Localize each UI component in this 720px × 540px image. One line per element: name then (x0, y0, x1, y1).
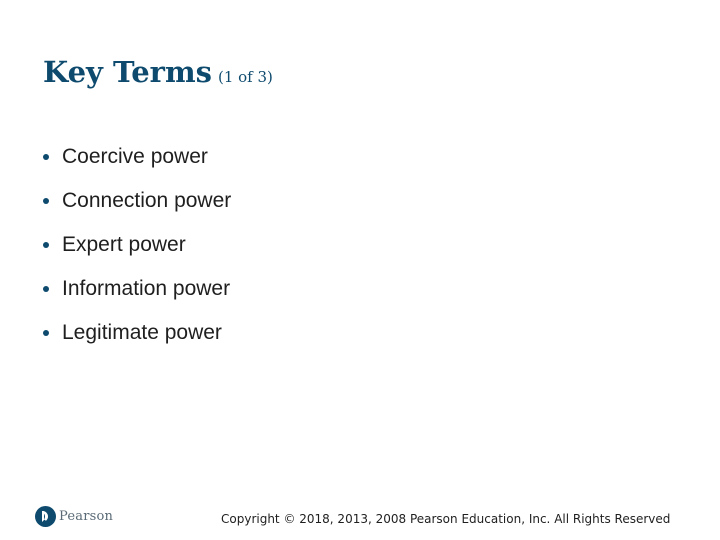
bullet-text: Legitimate power (62, 321, 222, 344)
bullet-item (43, 135, 231, 179)
bullet-item (43, 223, 231, 267)
bullet-dot-icon (43, 154, 49, 160)
slide-title (43, 55, 273, 90)
bullet-dot-icon (43, 198, 49, 204)
pearson-logo-icon (35, 506, 56, 527)
bullet-text: Coercive power (62, 145, 208, 168)
bullet-dot-icon (43, 330, 49, 336)
bullet-item (43, 179, 231, 223)
bullet-text: Expert power (62, 233, 186, 256)
bullet-list (43, 135, 231, 355)
bullet-item (43, 267, 231, 311)
bullet-item (43, 311, 231, 355)
copyright-notice: Copyright © 2018, 2013, 2008 Pearson Education, Inc. All Rights Reserved (221, 512, 671, 526)
bullet-text: Information power (62, 277, 231, 300)
pearson-logo (35, 506, 113, 527)
slide-subtitle: (1 of 3) (217, 68, 273, 86)
bullet-dot-icon (43, 286, 49, 292)
bullet-dot-icon (43, 242, 49, 248)
pearson-logo-text: Pearson (59, 509, 114, 524)
slide-title-text: Key Terms (43, 55, 212, 89)
bullet-text: Connection power (62, 189, 232, 212)
